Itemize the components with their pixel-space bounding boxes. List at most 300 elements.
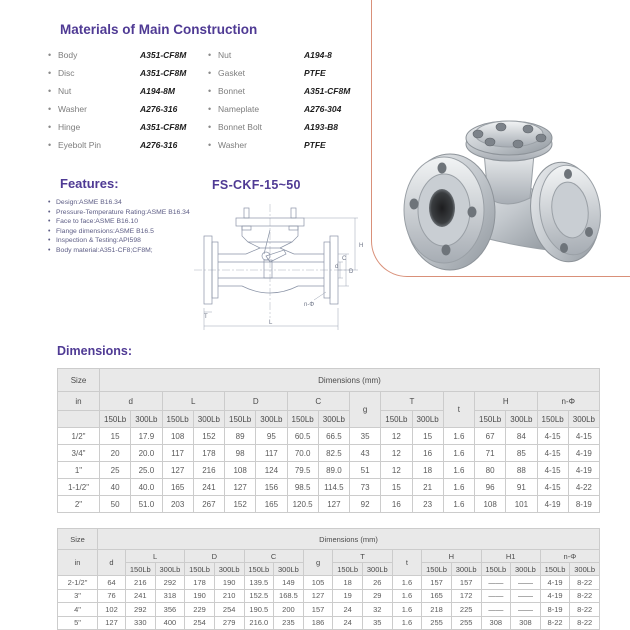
cell: 356 [155, 603, 185, 617]
cell: 12 [381, 428, 412, 445]
cell: 89.0 [318, 462, 349, 479]
dim-label-d2: D [349, 269, 354, 275]
feature-text: Face to face:ASME B16.10 [56, 218, 138, 226]
cell: 400 [155, 616, 185, 630]
bullet-icon: • [48, 227, 51, 235]
col-H: H [475, 392, 538, 411]
cell: 152 [225, 496, 256, 513]
cell: 8-22 [570, 603, 600, 617]
col-d: d [98, 550, 126, 576]
material-item [208, 104, 368, 122]
cell: 117 [162, 445, 193, 462]
cell: 4-15 [537, 428, 568, 445]
material-item [208, 140, 368, 158]
cell: 308 [511, 616, 541, 630]
feature-item [48, 227, 208, 237]
material-label: Washer [58, 104, 87, 114]
cell: —— [511, 576, 541, 590]
cell: 165 [256, 496, 287, 513]
sub-150lb: 150Lb [481, 563, 511, 576]
cell: 15 [381, 479, 412, 496]
cell: 17.9 [131, 428, 162, 445]
cell: 95 [256, 428, 287, 445]
sub-150lb: 150Lb [333, 563, 363, 576]
cell: 73 [350, 479, 381, 496]
cell: 186 [303, 616, 333, 630]
cell: 190.5 [244, 603, 274, 617]
cell: 254 [214, 603, 244, 617]
feature-item [48, 246, 208, 256]
bullet-icon: • [48, 50, 52, 60]
cell-size: 3/4" [58, 445, 100, 462]
dimensions-table-small-sizes [57, 368, 600, 513]
table-row [58, 616, 600, 630]
cell: 308 [481, 616, 511, 630]
sub-300lb: 300Lb [274, 563, 304, 576]
sub-150lb: 150Lb [381, 411, 412, 428]
material-label: Nut [58, 86, 72, 96]
cell: 225 [451, 603, 481, 617]
material-value: A194-8 [304, 50, 332, 60]
cell: 216.0 [244, 616, 274, 630]
cell: 67 [475, 428, 506, 445]
cell: 82.5 [318, 445, 349, 462]
sub-300lb: 300Lb [412, 411, 443, 428]
cell: 20 [100, 445, 131, 462]
cell: 24 [333, 616, 363, 630]
cell: 216 [126, 576, 156, 590]
col-t: t [392, 550, 422, 576]
cell: 35 [363, 616, 393, 630]
cell: 8-19 [568, 496, 599, 513]
table-row [58, 462, 600, 479]
cell: 330 [126, 616, 156, 630]
feature-item [48, 217, 208, 227]
cell: 60.5 [287, 428, 318, 445]
cell: 279 [214, 616, 244, 630]
features-title: Features: [60, 176, 119, 191]
cell: 71 [475, 445, 506, 462]
table-row [58, 445, 600, 462]
cell: 1.6 [443, 445, 474, 462]
cell-size: 3" [58, 589, 98, 603]
cell: 1.6 [443, 479, 474, 496]
material-label: Nameplate [218, 104, 260, 114]
cell: 1.6 [392, 603, 422, 617]
bullet-icon: • [48, 86, 52, 96]
features-list [48, 198, 208, 256]
sub-150lb: 150Lb [126, 563, 156, 576]
cell: —— [511, 589, 541, 603]
cell: 1.6 [443, 496, 474, 513]
bullet-icon: • [48, 122, 52, 132]
cell: 267 [193, 496, 224, 513]
cell: 101 [506, 496, 537, 513]
bullet-icon: • [48, 237, 51, 245]
col-size: Size [58, 369, 100, 392]
cell: 12 [381, 445, 412, 462]
feature-text: Body material:A351-CF8;CF8M; [56, 246, 153, 254]
sub-300lb: 300Lb [131, 411, 162, 428]
bullet-icon: • [48, 218, 51, 226]
col-D: D [225, 392, 288, 411]
cell: 156 [256, 479, 287, 496]
cell: 157 [422, 576, 452, 590]
cell: 8-22 [570, 589, 600, 603]
material-value: A276-316 [140, 140, 178, 150]
cell: 8-19 [540, 603, 570, 617]
col-T: T [333, 550, 392, 563]
sub-300lb: 300Lb [363, 563, 393, 576]
material-item [208, 50, 368, 68]
col-t: t [443, 392, 474, 428]
cell: 84 [506, 428, 537, 445]
cell: 124 [256, 462, 287, 479]
hinge-and-disc [262, 230, 286, 278]
cell: 108 [225, 462, 256, 479]
material-item [48, 122, 208, 140]
material-label: Washer [218, 140, 247, 150]
cell: 190 [214, 576, 244, 590]
material-item [48, 140, 208, 158]
cell: 15 [412, 428, 443, 445]
material-label: Bonnet [218, 86, 245, 96]
cell: 127 [225, 479, 256, 496]
cell: —— [511, 603, 541, 617]
cell: 16 [412, 445, 443, 462]
cell: 108 [162, 428, 193, 445]
material-value: A351-CF8M [140, 122, 187, 132]
cell: 91 [506, 479, 537, 496]
cell: 108 [475, 496, 506, 513]
cell: —— [481, 589, 511, 603]
cell: 120.5 [287, 496, 318, 513]
col-D: D [185, 550, 244, 563]
material-label: Body [58, 50, 78, 60]
materials-title: Materials of Main Construction [60, 22, 258, 37]
cell: 152 [193, 428, 224, 445]
cell: 51.0 [131, 496, 162, 513]
cell: 4-22 [568, 479, 599, 496]
bullet-icon: • [48, 246, 51, 254]
dim-label-h: H [359, 243, 364, 249]
sub-300lb: 300Lb [511, 563, 541, 576]
col-blank [58, 411, 100, 428]
cell: 255 [422, 616, 452, 630]
cell: 35 [350, 428, 381, 445]
model-number: FS-CKF-15~50 [212, 178, 301, 192]
cell-size: 4" [58, 603, 98, 617]
cell: 25 [100, 462, 131, 479]
feature-item [48, 208, 208, 218]
material-label: Eyebolt Pin [58, 140, 101, 150]
table-row [58, 576, 600, 590]
cell: 127 [162, 462, 193, 479]
cell: 4-15 [537, 445, 568, 462]
cell-size: 5" [58, 616, 98, 630]
cell: 96 [475, 479, 506, 496]
cell: 18 [412, 462, 443, 479]
material-value: A194-8M [140, 86, 175, 96]
feature-item [48, 198, 208, 208]
table-row [58, 428, 600, 445]
table2-body [58, 576, 600, 630]
table-row [58, 589, 600, 603]
cell-size: 2" [58, 496, 100, 513]
dim-label-d: d [335, 264, 339, 270]
sub-300lb: 300Lb [318, 411, 349, 428]
cell: 114.5 [318, 479, 349, 496]
dim-label-nphi: n-Φ [304, 302, 315, 308]
cell: 29 [363, 589, 393, 603]
cell-size: 2-1/2" [58, 576, 98, 590]
dimensions-title: Dimensions: [57, 344, 133, 358]
cell: 178 [185, 576, 215, 590]
sub-300lb: 300Lb [256, 411, 287, 428]
sub-300lb: 300Lb [506, 411, 537, 428]
cell: 79.5 [287, 462, 318, 479]
col-d: d [100, 392, 163, 411]
material-item [208, 122, 368, 140]
cell: 4-19 [537, 496, 568, 513]
material-item [48, 68, 208, 86]
cell: 168.5 [274, 589, 304, 603]
cell: 12 [381, 462, 412, 479]
material-item [208, 68, 368, 86]
cell: 89 [225, 428, 256, 445]
feature-text: Design:ASME B16.34 [56, 199, 122, 206]
material-value: A351-CF8M [140, 50, 187, 60]
col-H: H [422, 550, 481, 563]
cell: 4-15 [568, 428, 599, 445]
table1-header [58, 369, 600, 428]
cell: 165 [162, 479, 193, 496]
cell: 64 [98, 576, 126, 590]
cell: 127 [303, 589, 333, 603]
cell: 4-15 [537, 462, 568, 479]
col-H1: H1 [481, 550, 540, 563]
cell: 218 [422, 603, 452, 617]
feature-text: Flange dimensions:ASME B16.5 [56, 227, 154, 235]
cell: 25.0 [131, 462, 162, 479]
cell: —— [481, 603, 511, 617]
col-T: T [381, 392, 444, 411]
material-item [208, 86, 368, 104]
col-L: L [126, 550, 185, 563]
cell: 165 [422, 589, 452, 603]
cell: 117 [256, 445, 287, 462]
material-label: Gasket [218, 68, 245, 78]
bullet-icon: • [208, 50, 212, 60]
cell: 1.6 [392, 576, 422, 590]
cell: 26 [363, 576, 393, 590]
col-C: C [287, 392, 350, 411]
cell: 76 [98, 589, 126, 603]
sub-150lb: 150Lb [475, 411, 506, 428]
material-value: PTFE [304, 68, 326, 78]
cell-size: 1" [58, 462, 100, 479]
material-value: A276-304 [304, 104, 342, 114]
cell: 98 [225, 445, 256, 462]
cell-size: 1/2" [58, 428, 100, 445]
cell: 1.6 [443, 428, 474, 445]
cell: 92 [350, 496, 381, 513]
table2-header [58, 529, 600, 576]
cell: 16 [381, 496, 412, 513]
material-value: PTFE [304, 140, 326, 150]
sub-150lb: 150Lb [244, 563, 274, 576]
col-in: in [58, 550, 98, 576]
cell: 4-19 [568, 445, 599, 462]
material-label: Hinge [58, 122, 81, 132]
cell: 88 [506, 462, 537, 479]
cell: 318 [155, 589, 185, 603]
cell: 292 [126, 603, 156, 617]
sub-300lb: 300Lb [155, 563, 185, 576]
dimensions-table-large-sizes [57, 528, 600, 630]
dimension-lines [204, 218, 358, 330]
material-item [48, 86, 208, 104]
bullet-icon: • [208, 140, 212, 150]
sub-150lb: 150Lb [540, 563, 570, 576]
cell: 66.5 [318, 428, 349, 445]
cell: 1.6 [392, 616, 422, 630]
table-row [58, 479, 600, 496]
material-label: Nut [218, 50, 232, 60]
cell: 178 [193, 445, 224, 462]
material-value: A193-B8 [304, 122, 339, 132]
col-g: g [303, 550, 333, 576]
cell: 229 [185, 603, 215, 617]
cell: 32 [363, 603, 393, 617]
material-value: A276-316 [140, 104, 178, 114]
sub-300lb: 300Lb [570, 563, 600, 576]
dim-label-c: C [342, 256, 347, 262]
sub-150lb: 150Lb [287, 411, 318, 428]
cell: 15 [100, 428, 131, 445]
cell: 1.6 [443, 462, 474, 479]
product-photo-check-valve [398, 82, 604, 288]
cell: 23 [412, 496, 443, 513]
bullet-icon: • [208, 122, 212, 132]
sub-150lb: 150Lb [537, 411, 568, 428]
sub-300lb: 300Lb [568, 411, 599, 428]
material-label: Bonnet Bolt [218, 122, 262, 132]
col-nphi: n-Φ [540, 550, 599, 563]
cell: 157 [451, 576, 481, 590]
cell: 200 [274, 603, 304, 617]
cell: 4-19 [540, 576, 570, 590]
material-label: Disc [58, 68, 75, 78]
feature-text: Pressure-Temperature Rating:ASME B16.34 [56, 208, 190, 216]
dim-label-l: L [269, 320, 273, 326]
table-row [58, 603, 600, 617]
cell: 157 [303, 603, 333, 617]
cell: 24 [333, 603, 363, 617]
col-size: Size [58, 529, 98, 550]
bullet-icon: • [48, 68, 52, 78]
cell: 8-22 [570, 616, 600, 630]
col-L: L [162, 392, 225, 411]
feature-item [48, 236, 208, 246]
sub-300lb: 300Lb [193, 411, 224, 428]
col-nphi: n-Φ [537, 392, 600, 411]
sub-150lb: 150Lb [100, 411, 131, 428]
cell: 241 [193, 479, 224, 496]
sub-150lb: 150Lb [225, 411, 256, 428]
col-in: in [58, 392, 100, 411]
bullet-icon: • [208, 104, 212, 114]
cell: 21 [412, 479, 443, 496]
sub-150lb: 150Lb [185, 563, 215, 576]
material-value: A351-CF8M [304, 86, 351, 96]
cell-size: 1-1/2" [58, 479, 100, 496]
cell: 210 [214, 589, 244, 603]
material-item [48, 50, 208, 68]
bullet-icon: • [48, 104, 52, 114]
cell: 20.0 [131, 445, 162, 462]
cell: 70.0 [287, 445, 318, 462]
bullet-icon: • [208, 86, 212, 96]
cell: 51 [350, 462, 381, 479]
cell: 254 [185, 616, 215, 630]
feature-text: Inspection & Testing:API598 [56, 237, 141, 245]
cell: 1.6 [392, 589, 422, 603]
materials-list-left [48, 50, 208, 158]
table1-body [58, 428, 600, 513]
bullet-icon: • [48, 199, 51, 206]
material-item [48, 104, 208, 122]
cell: 4-15 [537, 479, 568, 496]
cell: 80 [475, 462, 506, 479]
inlet-flange [404, 154, 495, 270]
cell: 98.5 [287, 479, 318, 496]
cell: 50 [100, 496, 131, 513]
bullet-icon: • [48, 208, 51, 216]
cell: 8-22 [570, 576, 600, 590]
sub-300lb: 300Lb [214, 563, 244, 576]
material-value: A351-CF8M [140, 68, 187, 78]
cell: —— [481, 576, 511, 590]
outlet-flange [524, 158, 604, 266]
cell: 203 [162, 496, 193, 513]
cell: 190 [185, 589, 215, 603]
cell: 216 [193, 462, 224, 479]
col-dimensions-mm: Dimensions (mm) [100, 369, 600, 392]
cell: 4-19 [568, 462, 599, 479]
sub-150lb: 150Lb [162, 411, 193, 428]
cell: 43 [350, 445, 381, 462]
cell: 40 [100, 479, 131, 496]
cell: 235 [274, 616, 304, 630]
materials-list-right [208, 50, 368, 158]
cell: 292 [155, 576, 185, 590]
cell: 255 [451, 616, 481, 630]
bullet-icon: • [48, 140, 52, 150]
col-g: g [350, 392, 381, 428]
bullet-icon: • [208, 68, 212, 78]
cell: 152.5 [244, 589, 274, 603]
cell: 8-22 [540, 616, 570, 630]
cell: 127 [318, 496, 349, 513]
col-dimensions-mm: Dimensions (mm) [98, 529, 600, 550]
cell: 127 [98, 616, 126, 630]
col-C: C [244, 550, 303, 563]
sub-150lb: 150Lb [422, 563, 452, 576]
valve-technical-drawing [186, 196, 370, 340]
cell: 19 [333, 589, 363, 603]
cell: 102 [98, 603, 126, 617]
